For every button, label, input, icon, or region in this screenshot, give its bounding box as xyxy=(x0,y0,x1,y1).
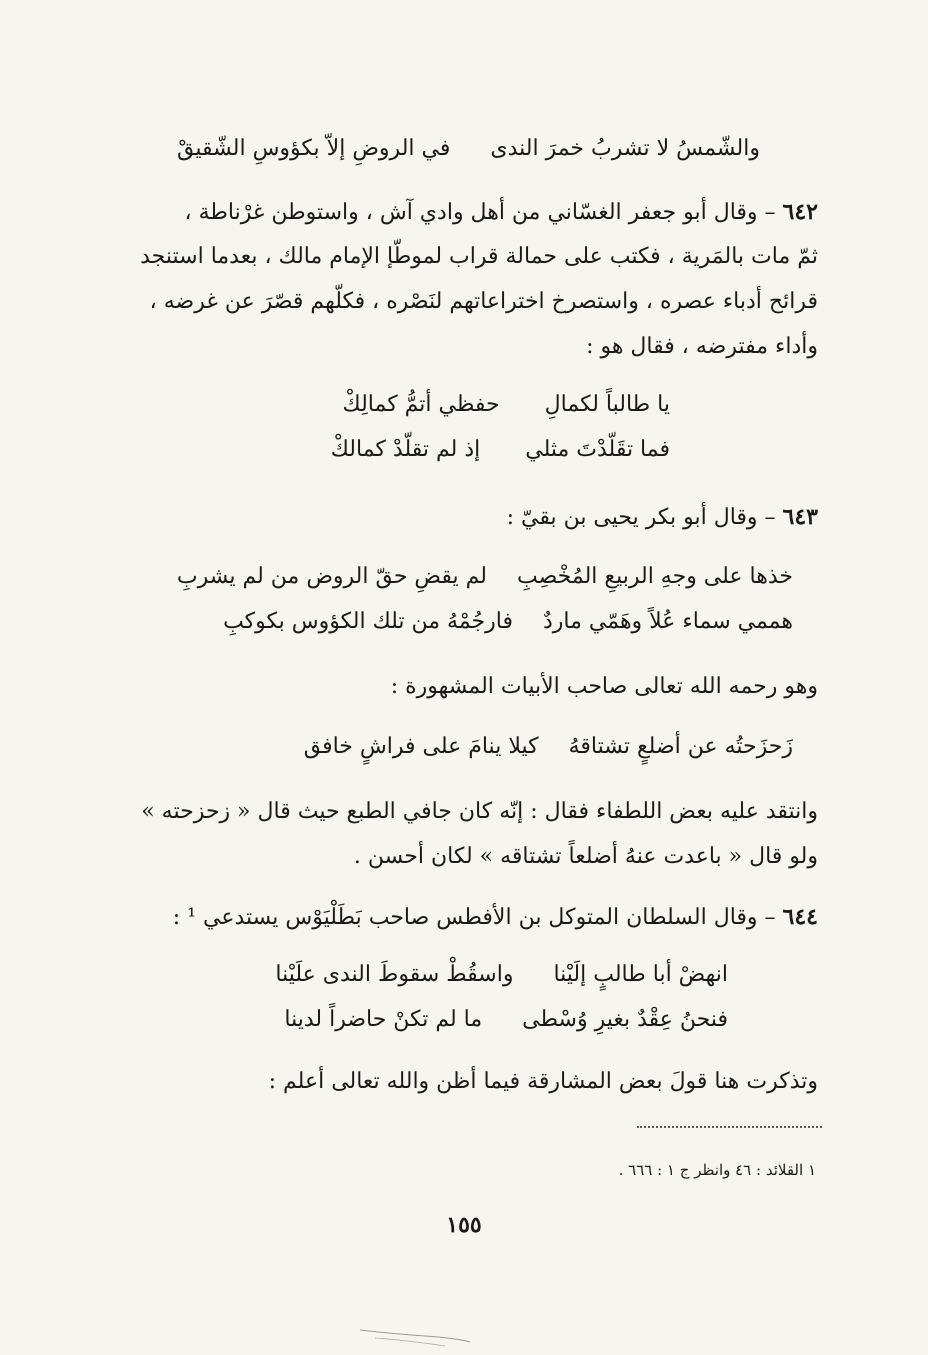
verse-642-row-1 xyxy=(343,388,670,422)
para-643b: وهو رحمه الله تعالى صاحب الأبيات المشهورة : xyxy=(390,674,818,699)
verse-top xyxy=(177,132,760,166)
verse-642-row-2 xyxy=(331,433,670,467)
hemistich-left: لم يقضِ حقّ الروض من لم يشربِ xyxy=(176,564,487,589)
footnote: ١ القلائد : ٤٦ وانظر ج ١ : ٦٦٦ . xyxy=(618,1161,816,1179)
hemistich-right: زَحزَحتُه عن أضلعٍ تشتاقهُ xyxy=(568,734,793,759)
page-number: ١٥٥ xyxy=(446,1212,482,1238)
hemistich-right: يا طالباً لكمالِ xyxy=(544,392,670,417)
hemistich-right: فما تقَلّدْتَ مثلي xyxy=(525,437,670,462)
footnote-separator xyxy=(637,1126,822,1128)
para-642-line-1: ٦٤٢ – وقال أبو جعفر الغسّاني من أهل وادي آش ، واستوطن غرْناطة ، xyxy=(184,199,818,225)
para-643: ٦٤٣ – وقال أبو بكر يحيى بن بقيّ : xyxy=(506,504,818,530)
pencil-mark xyxy=(355,1320,475,1350)
entry-number: ٦٤٣ xyxy=(782,504,818,530)
hemistich-right: والشّمسُ لا تشربُ خمرَ الندى xyxy=(490,136,760,161)
hemistich-left: ما لم تكنْ حاضراً لدينا xyxy=(284,1007,483,1032)
para-643c-line-2: ولو قال « باعدت عنهُ أضلعاً تشتاقه » لكان أحسن . xyxy=(353,844,818,869)
verse-643-row-2 xyxy=(223,605,793,639)
hemistich-right: هممي سماء عُلاً وهَمّي ماردٌ xyxy=(543,609,793,634)
hemistich-left: إذ لم تقلّدْ كمالكْ xyxy=(330,437,481,462)
hemistich-left: فارجُمْهُ من تلك الكؤوس بكوكبِ xyxy=(223,609,513,634)
entry-number: ٦٤٢ xyxy=(782,199,818,225)
verse-643b xyxy=(304,730,793,764)
hemistich-right: فنحنُ عِقْدٌ بغيرِ وُسْطى xyxy=(522,1007,728,1032)
hemistich-left: واسقُطْ سقوطَ الندى علَيْنا xyxy=(275,962,514,987)
hemistich-left: كيلا ينامَ على فراشٍ خافق xyxy=(303,734,539,759)
verse-644-row-2 xyxy=(284,1003,728,1037)
hemistich-left: حفظي أتمُّ كمالِكْ xyxy=(342,392,500,417)
verse-643-row-1 xyxy=(177,560,793,594)
para-644: ٦٤٤ – وقال السلطان المتوكل بن الأفطس صاحب بَطَلْيَوْس يستدعي ¹ : xyxy=(172,904,818,930)
verse-644-row-1 xyxy=(275,958,728,992)
para-644b: وتذكرت هنا قولَ بعض المشارقة فيما أظن والله تعالى أعلم : xyxy=(268,1069,818,1094)
para-642-line-4: وأداء مفترضه ، فقال هو : xyxy=(586,334,818,359)
hemistich-right: خذها على وجهِ الربيعِ المُخْصِبِ xyxy=(516,564,793,589)
para-643c-line-1: وانتقد عليه بعض اللطفاء فقال : إنّه كان جافي الطبع حيث قال « زحزحته » xyxy=(141,799,818,824)
entry-number: ٦٤٤ xyxy=(782,904,818,930)
para-642-line-3: قرائح أدباء عصره ، واستصرخ اختراعاتهم لنَصْره ، فكلّهم قصّرَ عن غرضه ، xyxy=(149,289,818,314)
para-642-line-2: ثمّ مات بالمَرية ، فكتب على حمالة قراب لموطّإ الإمام مالك ، بعدما استنجد xyxy=(140,244,818,269)
hemistich-left: في الروضِ إلاّ بكؤوسِ الشّقيقْ xyxy=(177,136,451,161)
hemistich-right: انهضْ أبا طالبٍ إلَيْنا xyxy=(553,962,728,987)
